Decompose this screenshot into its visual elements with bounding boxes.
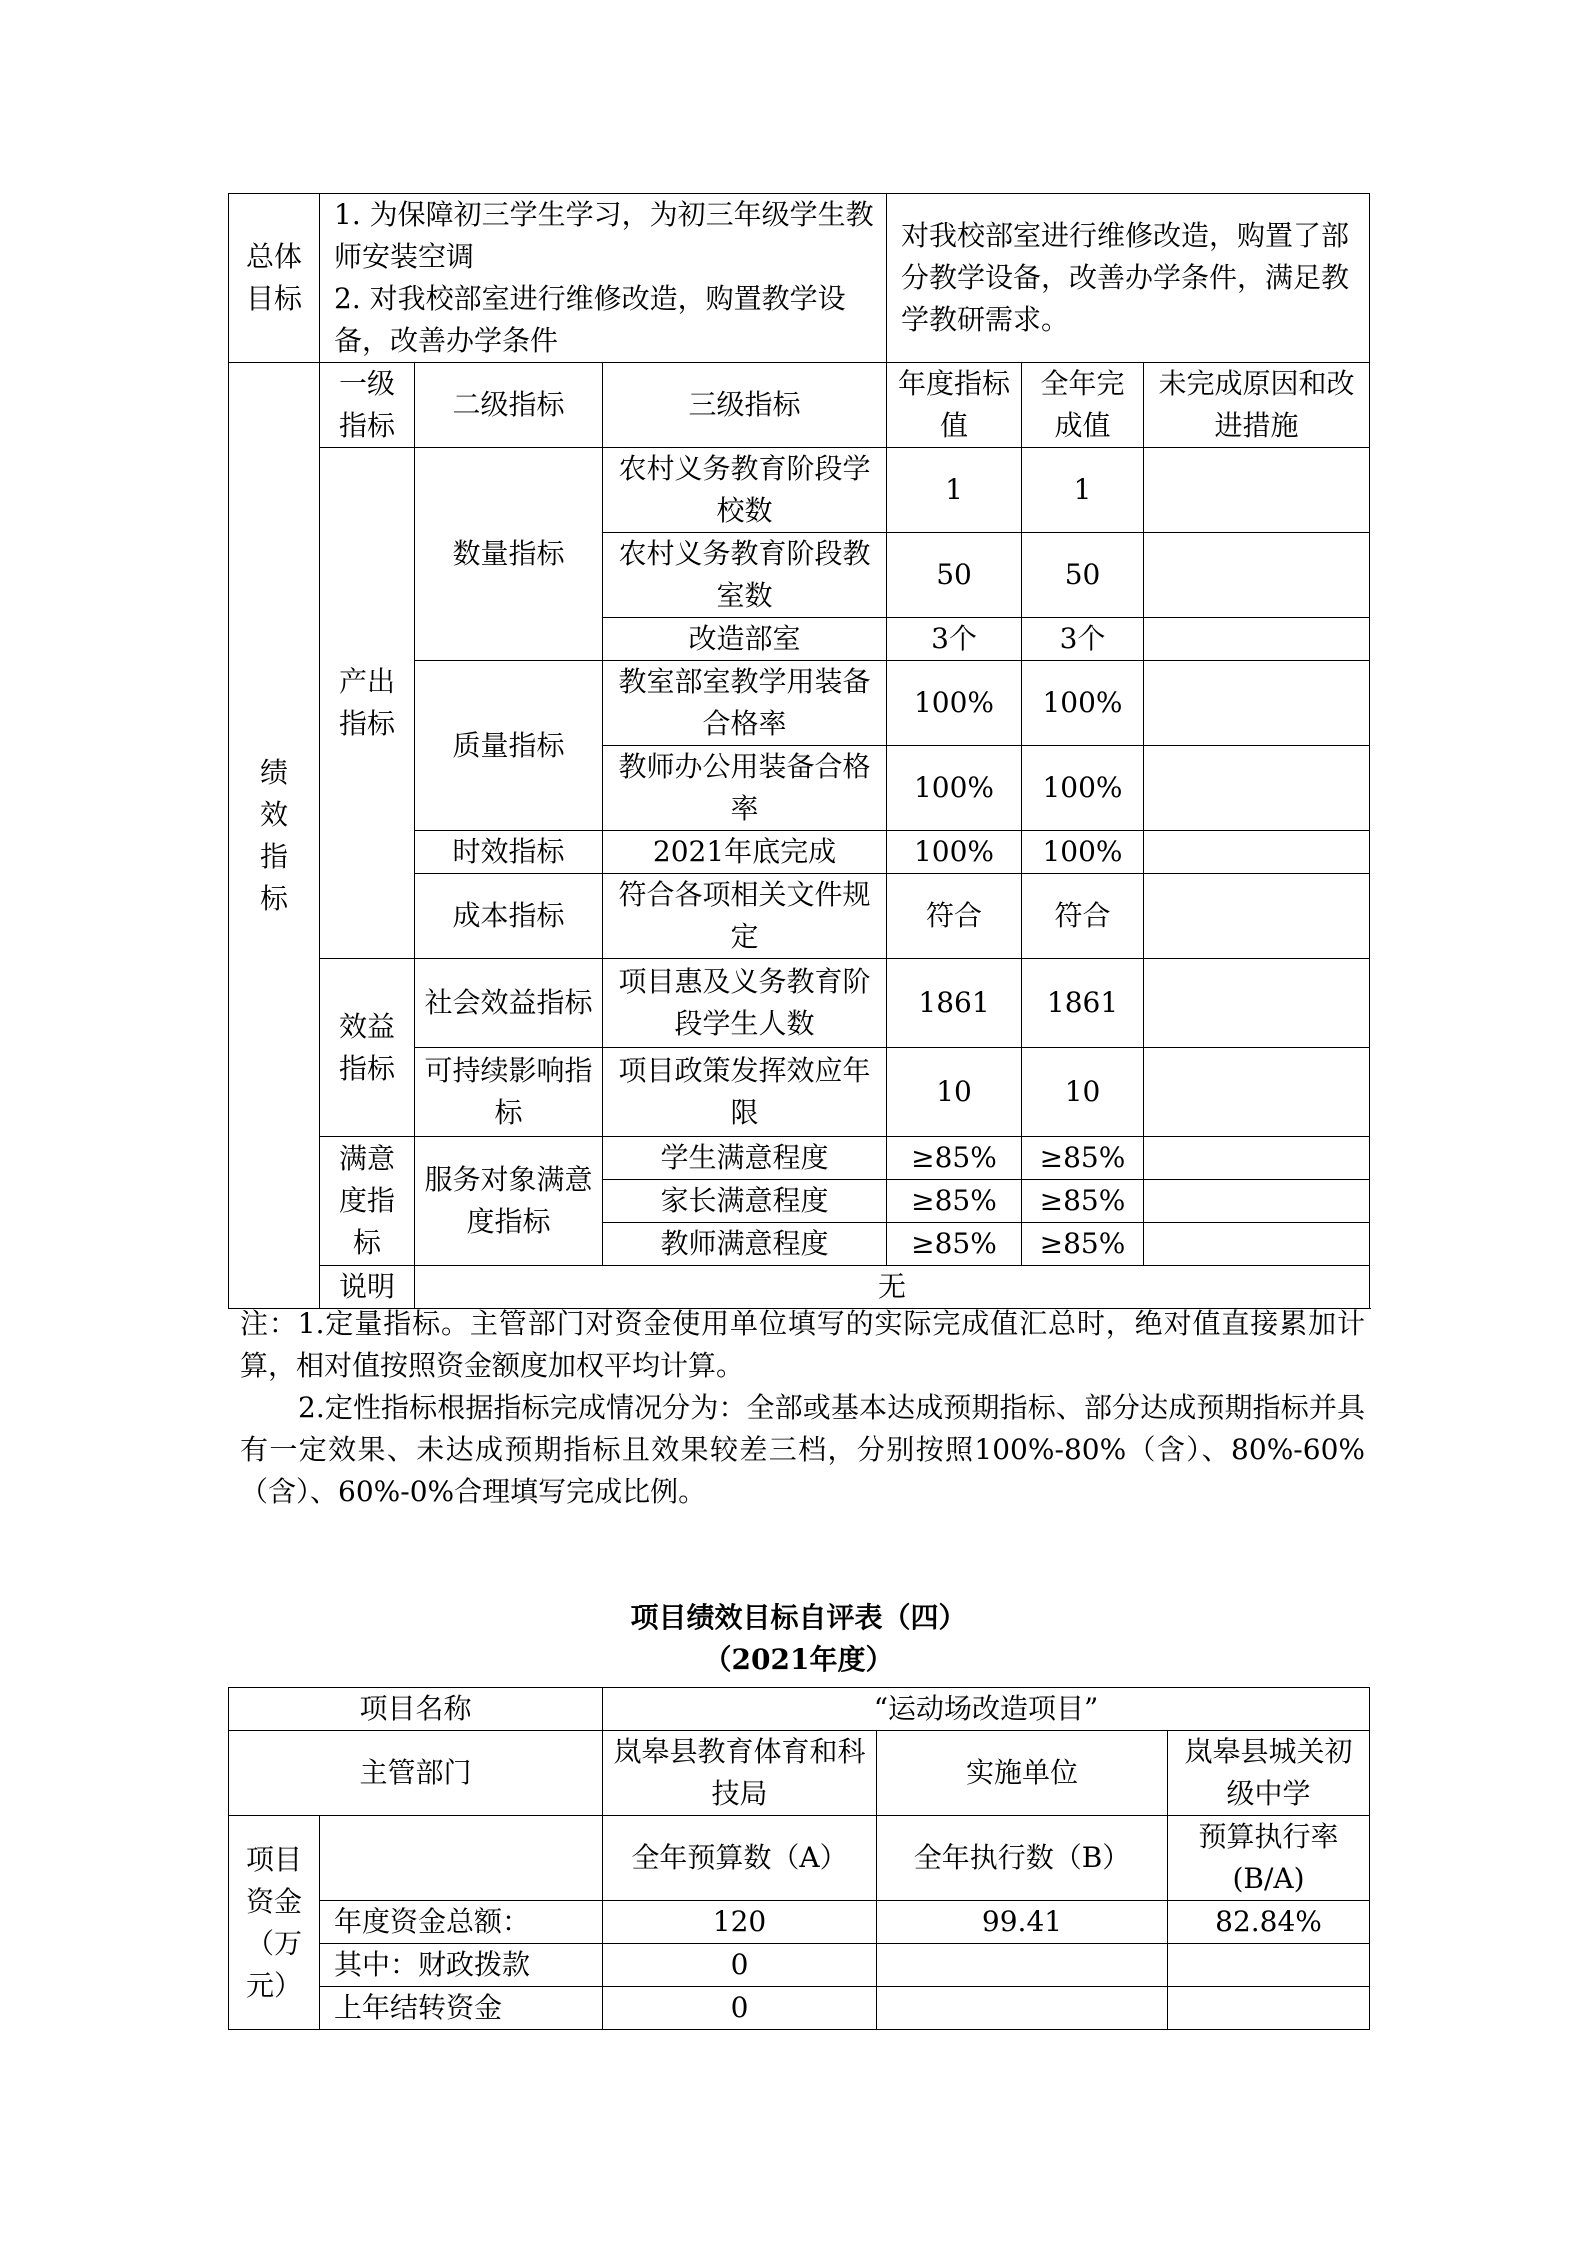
row-actual: 100% bbox=[1022, 661, 1144, 746]
header-level3: 三级指标 bbox=[603, 363, 887, 448]
row-reason bbox=[1144, 1180, 1370, 1223]
table2-year: （2021年度） bbox=[703, 1643, 894, 1676]
header-target: 年度指标值 bbox=[887, 363, 1022, 448]
table-row bbox=[229, 1137, 1370, 1180]
header-reason: 未完成原因和改进措施 bbox=[1144, 363, 1370, 448]
funds-row-rate bbox=[1168, 1987, 1370, 2030]
dept-row bbox=[229, 1731, 1370, 1816]
notes bbox=[240, 1303, 1365, 1513]
funds-row-budget: 120 bbox=[603, 1901, 877, 1944]
funds-row-budget: 0 bbox=[603, 1987, 877, 2030]
row-reason bbox=[1144, 618, 1370, 661]
table-row bbox=[229, 1944, 1370, 1987]
funds-row-rate bbox=[1168, 1944, 1370, 1987]
overall-goal-label: 总体目标 bbox=[229, 194, 320, 363]
row-reason bbox=[1144, 1223, 1370, 1266]
row-reason bbox=[1144, 1137, 1370, 1180]
overall-goal-actual: 对我校部室进行维修改造，购置了部分教学设备，改善办学条件，满足教学教研需求。 bbox=[887, 194, 1370, 363]
row-target: 符合 bbox=[887, 874, 1022, 959]
group-benefit: 效益指标 bbox=[320, 959, 415, 1137]
funds-row-label: 其中：财政拨款 bbox=[320, 1944, 603, 1987]
row-name: 符合各项相关文件规定 bbox=[603, 874, 887, 959]
row-reason bbox=[1144, 661, 1370, 746]
funds-row-exec bbox=[877, 1987, 1168, 2030]
row-actual: 10 bbox=[1022, 1048, 1144, 1137]
row-reason bbox=[1144, 533, 1370, 618]
row-actual: 符合 bbox=[1022, 874, 1144, 959]
overall-goal-plan-line-1: 1. 为保障初三学生学习，为初三年级学生教师安装空调 bbox=[334, 198, 874, 273]
header-level1: 一级指标 bbox=[320, 363, 415, 448]
col-exec: 全年执行数（B） bbox=[877, 1816, 1168, 1901]
row-name: 农村义务教育阶段教室数 bbox=[603, 533, 887, 618]
funds-label: 项目资金（万元） bbox=[229, 1816, 320, 2030]
row-actual: ≥85% bbox=[1022, 1180, 1144, 1223]
row-actual: 3个 bbox=[1022, 618, 1144, 661]
project-name-row bbox=[229, 1688, 1370, 1731]
impl-label: 实施单位 bbox=[877, 1731, 1168, 1816]
row-target: 100% bbox=[887, 661, 1022, 746]
overall-goal-plan bbox=[320, 194, 887, 363]
row-actual: 1 bbox=[1022, 448, 1144, 533]
row-actual: 100% bbox=[1022, 746, 1144, 831]
note-2: 2.定性指标根据指标完成情况分为：全部或基本达成预期指标、部分达成预期指标并具有一定效果、未达成预期指标且效果较差三档，分别按照100%-80%（含）、80%-60%（含）、60%-0%合理填写完成比例。 bbox=[240, 1391, 1365, 1508]
note-1: 注：1.定量指标。主管部门对资金使用单位填写的实际完成值汇总时，绝对值直接累加计算，相对值按照资金额度加权平均计算。 bbox=[240, 1307, 1365, 1382]
level2-sustain: 可持续影响指标 bbox=[415, 1048, 603, 1137]
dept-value: 岚皋县教育体育和科技局 bbox=[603, 1731, 877, 1816]
row-target: ≥85% bbox=[887, 1223, 1022, 1266]
row-actual: ≥85% bbox=[1022, 1223, 1144, 1266]
project-name-value: “运动场改造项目” bbox=[603, 1688, 1370, 1731]
row-name: 教师办公用装备合格率 bbox=[603, 746, 887, 831]
row-actual: ≥85% bbox=[1022, 1137, 1144, 1180]
table-row bbox=[229, 448, 1370, 533]
funds-header-blank bbox=[320, 1816, 603, 1901]
row-reason bbox=[1144, 746, 1370, 831]
row-name: 教师满意程度 bbox=[603, 1223, 887, 1266]
overall-goal-row bbox=[229, 194, 1370, 363]
perf-indicator-label: 绩效指标 bbox=[229, 363, 320, 1309]
group-satisfaction: 满意度指标 bbox=[320, 1137, 415, 1266]
dept-label: 主管部门 bbox=[229, 1731, 603, 1816]
row-target: 100% bbox=[887, 831, 1022, 874]
remark-value: 无 bbox=[415, 1266, 1370, 1309]
funds-row-rate: 82.84% bbox=[1168, 1901, 1370, 1944]
row-name: 2021年底完成 bbox=[603, 831, 887, 874]
row-name: 改造部室 bbox=[603, 618, 887, 661]
funds-row-exec: 99.41 bbox=[877, 1901, 1168, 1944]
col-budget: 全年预算数（A） bbox=[603, 1816, 877, 1901]
row-actual: 50 bbox=[1022, 533, 1144, 618]
row-target: 50 bbox=[887, 533, 1022, 618]
row-name: 项目政策发挥效应年限 bbox=[603, 1048, 887, 1137]
project-name-label: 项目名称 bbox=[229, 1688, 603, 1731]
header-row bbox=[229, 363, 1370, 448]
level2-quality: 质量指标 bbox=[415, 661, 603, 831]
row-actual: 1861 bbox=[1022, 959, 1144, 1048]
performance-indicator-table bbox=[228, 193, 1370, 1309]
level2-cost: 成本指标 bbox=[415, 874, 603, 959]
level2-social: 社会效益指标 bbox=[415, 959, 603, 1048]
col-rate: 预算执行率(B/A) bbox=[1168, 1816, 1370, 1901]
impl-value: 岚皋县城关初级中学 bbox=[1168, 1731, 1370, 1816]
row-reason bbox=[1144, 831, 1370, 874]
level2-quantity: 数量指标 bbox=[415, 448, 603, 661]
level2-timeliness: 时效指标 bbox=[415, 831, 603, 874]
table-row bbox=[229, 959, 1370, 1048]
funds-row-label: 上年结转资金 bbox=[320, 1987, 603, 2030]
row-target: ≥85% bbox=[887, 1180, 1022, 1223]
row-name: 农村义务教育阶段学校数 bbox=[603, 448, 887, 533]
header-level2: 二级指标 bbox=[415, 363, 603, 448]
funds-row-exec bbox=[877, 1944, 1168, 1987]
row-target: 10 bbox=[887, 1048, 1022, 1137]
table2-title: 项目绩效目标自评表（四） bbox=[630, 1601, 967, 1634]
row-target: 100% bbox=[887, 746, 1022, 831]
row-target: 1 bbox=[887, 448, 1022, 533]
row-name: 项目惠及义务教育阶段学生人数 bbox=[603, 959, 887, 1048]
row-target: ≥85% bbox=[887, 1137, 1022, 1180]
row-target: 3个 bbox=[887, 618, 1022, 661]
row-target: 1861 bbox=[887, 959, 1022, 1048]
group-output: 产出指标 bbox=[320, 448, 415, 959]
table-row bbox=[229, 1987, 1370, 2030]
funds-header-row bbox=[229, 1816, 1370, 1901]
project-funds-table bbox=[228, 1687, 1370, 2030]
row-reason bbox=[1144, 874, 1370, 959]
table-row bbox=[229, 1901, 1370, 1944]
overall-goal-plan-line-2: 2. 对我校部室进行维修改造，购置教学设备，改善办学条件 bbox=[334, 282, 846, 357]
row-name: 教室部室教学用装备合格率 bbox=[603, 661, 887, 746]
funds-row-label: 年度资金总额： bbox=[320, 1901, 603, 1944]
funds-row-budget: 0 bbox=[603, 1944, 877, 1987]
row-name: 学生满意程度 bbox=[603, 1137, 887, 1180]
row-reason bbox=[1144, 448, 1370, 533]
row-name: 家长满意程度 bbox=[603, 1180, 887, 1223]
row-reason bbox=[1144, 959, 1370, 1048]
row-actual: 100% bbox=[1022, 831, 1144, 874]
level2-service: 服务对象满意度指标 bbox=[415, 1137, 603, 1266]
remark-label: 说明 bbox=[320, 1266, 415, 1309]
header-actual: 全年完成值 bbox=[1022, 363, 1144, 448]
row-reason bbox=[1144, 1048, 1370, 1137]
